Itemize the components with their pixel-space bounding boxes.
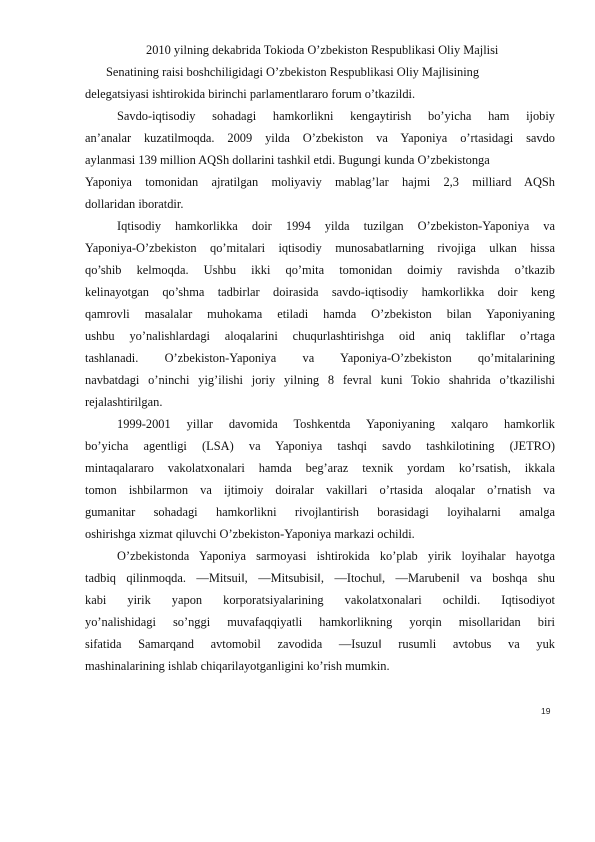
text-line: 2010 yilning dekabrida Tokioda O’zbekiston Respublikasi Oliy Majlisi <box>146 43 499 57</box>
text-line: aylanmasi 139 million AQSh dollarini tashkil etdi. Bugungi kunda O’zbekistonga <box>85 153 490 167</box>
text-line: sifatida Samarqand avtomobil zavodida ―Isuzu‖ rusumli avtobus va yuk <box>85 637 555 651</box>
text-line: navbatdagi o’ninchi yig’ilishi joriy yilning 8 fevral kuni Tokio shahrida o’tkazilishi <box>85 373 555 387</box>
text-line: tomon ishbilarmon va ijtimoiy doiralar vakillari o’rtasida aloqalar o’rnatish va <box>85 483 555 497</box>
text-line: Yaponiya tomonidan ajratilgan moliyaviy mablag’lar hajmi 2,3 milliard AQSh <box>85 175 555 189</box>
text-line: Iqtisodiy hamkorlikka doir 1994 yilda tuzilgan O’zbekiston-Yaponiya va <box>117 219 555 233</box>
text-line: bo’yicha agentligi (LSA) va Yaponiya tashqi savdo tashkilotining (JETRO) <box>85 439 555 453</box>
text-line: 1999-2001 yillar davomida Toshkentda Yaponiyaning xalqaro hamkorlik <box>117 417 555 431</box>
text-line: mashinalarining ishlab chiqarilayotganligini ko’rish mumkin. <box>85 659 390 673</box>
text-line: qamrovli masalalar muhokama etiladi hamda O’zbekiston bilan Yaponiyaning <box>85 307 555 321</box>
text-line: yo’nalishidagi so’nggi muvafaqqiyatli hamkorlikning yorqin misollaridan biri <box>85 615 555 629</box>
text-line: kelinayotgan qo’shma tadbirlar doirasida savdo-iqtisodiy hamkorlikka doir keng <box>85 285 555 299</box>
text-line: delegatsiyasi ishtirokida birinchi parlamentlararo forum o’tkazildi. <box>85 87 416 101</box>
text-line: oshirishga xizmat qiluvchi O’zbekiston-Yaponiya markazi ochildi. <box>85 527 415 541</box>
text-line: mintaqalararo vakolatxonalari hamda beg’araz texnik yordam ko’rsatish, ikkala <box>85 461 555 475</box>
text-line: qo’shib kelmoqda. Ushbu ikki qo’mita tomonidan doimiy ravishda o’tkazib <box>85 263 555 277</box>
text-line: rejalashtirilgan. <box>85 395 163 409</box>
text-line: Senatining raisi boshchiligidagi O’zbekiston Respublikasi Oliy Majlisining <box>106 65 480 79</box>
text-line: gumanitar sohadagi hamkorlikni rivojlantirish borasidagi loyihalarni amalga <box>85 505 555 519</box>
page-number: 19 <box>541 706 551 716</box>
text-line: dollaridan iboratdir. <box>85 197 184 211</box>
text-line: an’analar kuzatilmoqda. 2009 yilda O’zbekiston va Yaponiya o’rtasidagi savdo <box>85 131 555 145</box>
text-line: Savdo-iqtisodiy sohadagi hamkorlikni kengaytirish bo’yicha ham ijobiy <box>117 109 555 123</box>
text-line: O’zbekistonda Yaponiya sarmoyasi ishtirokida ko’plab yirik loyihalar hayotga <box>117 549 555 563</box>
text-line: kabi yirik yapon korporatsiyalarining vakolatxonalari ochildi. Iqtisodiyot <box>85 593 555 607</box>
text-line: Yaponiya-O’zbekiston qo’mitalari iqtisodiy munosabatlarning rivojiga ulkan hissa <box>85 241 555 255</box>
text-line: tadbiq qilinmoqda. ―Mitsui‖, ―Mitsubisi‖, ―Itochu‖, ―Marubeni‖ va boshqa shu <box>85 571 555 585</box>
text-line: tashlanadi. O’zbekiston-Yaponiya va Yaponiya-O’zbekiston qo’mitalarining <box>85 351 555 365</box>
text-line: ushbu yo’nalishlardagi aloqalarini chuqurlashtirishga oid aniq takliflar o’rtaga <box>85 329 555 343</box>
